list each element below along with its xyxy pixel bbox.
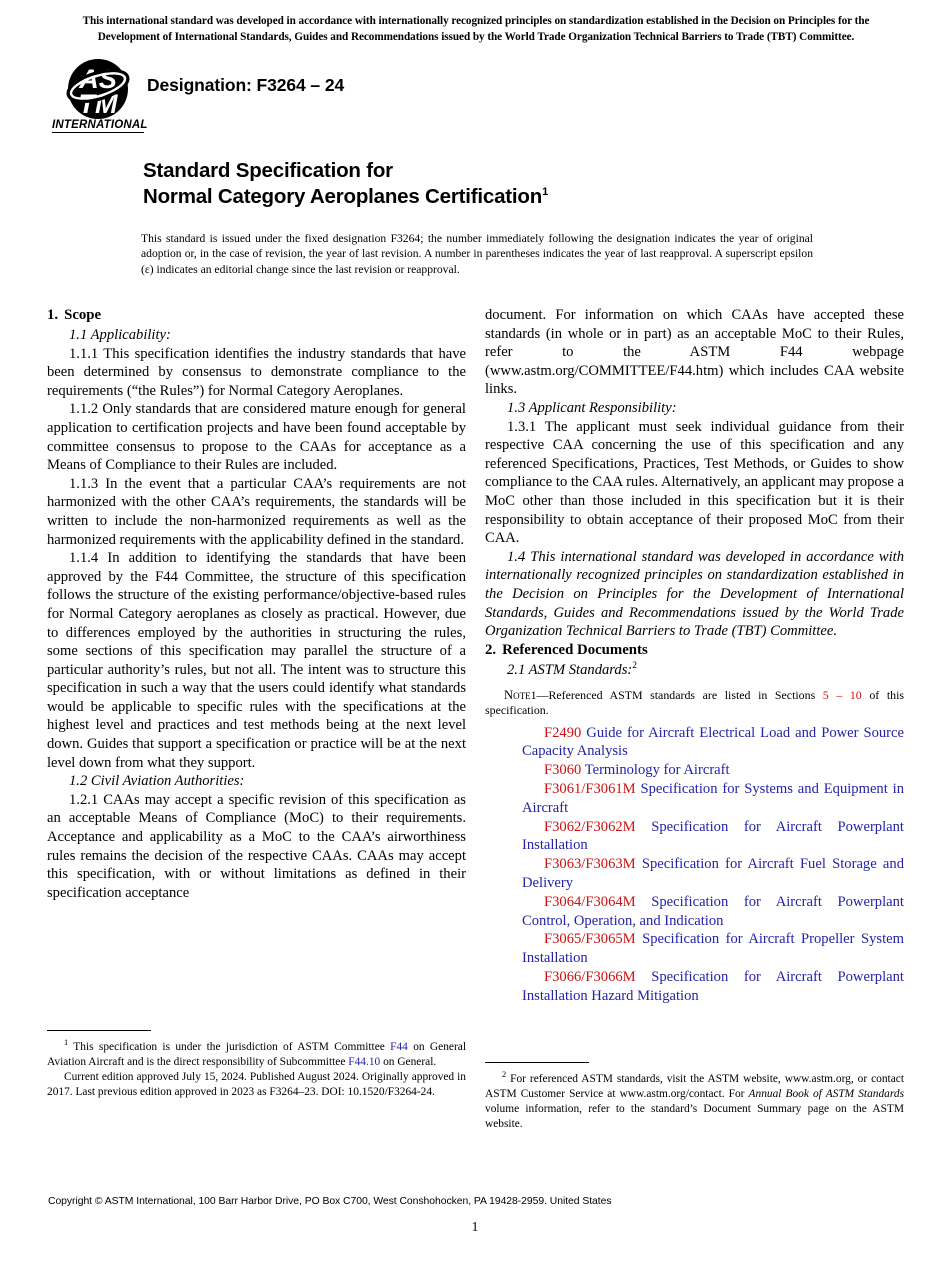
standard-designation-link[interactable]: F3064/F3064M [544, 893, 636, 910]
list-item [485, 818, 904, 856]
list-item [485, 855, 904, 893]
list-item [485, 724, 904, 762]
footnote-rule [485, 1062, 589, 1063]
paragraph-1-1-1: 1.1.1 This specification identifies the industry standards that have been determined by consensus to demonstrate compliance to the requirements (“the Rules”) for Normal Category Aeroplanes. [47, 345, 466, 399]
footnote-2-marker: 2 [502, 1070, 507, 1080]
standard-title-link[interactable]: Specification for Systems and Equipment in Aircraft [522, 781, 904, 816]
committee-f44-link[interactable]: F44 [390, 1041, 408, 1053]
paragraph-1-1-4: 1.1.4 In addition to identifying the standards that have been approved by the F44 Committee, the structure of this specification follows the structure of the existing performance/objective-based rules for Normal Category aeroplanes as closely as practical. However, due to differences employed by the authorities in structuring the rules, some sections of this specification may parallel the structure of a particular authority’s rules, but not all. The intent was to structure this specification in such a way that the users could identify what standards would be applicable to specific rules with the specifications at the highest level and practices and test methods being at the next level down. Guides that support a specification or practice will be at the next level down from what they support. [47, 550, 466, 771]
list-item [485, 780, 904, 818]
standard-title-link[interactable]: Specification for Aircraft Powerplant Control, Operation, and Indication [522, 893, 904, 929]
list-item [485, 930, 904, 968]
paragraph-1-1-2: 1.1.2 Only standards that are considered mature enough for general application to certification projects and have been found acceptable by committee consensus to propose to the CAAs for acceptance as a Means of Compliance to their Rules are included. [47, 401, 466, 474]
title-footnote-marker: 1 [542, 186, 548, 199]
paragraph-1-1: 1.1 Applicability: [69, 327, 171, 343]
referenced-standards-list [485, 724, 904, 1006]
page-title-line1: Standard Specification for [143, 159, 393, 182]
standard-designation-link[interactable]: F3061/F3061M [544, 781, 636, 798]
standard-designation-link[interactable]: F3066/F3066M [544, 969, 636, 986]
footnote-2-text: $^2$ For referenced ASTM standards, visit the ASTM website, www.astm.org, or contact ASTM Customer Service at www.astm.org/contact. For Annual Book of ASTM Standards volume information, refer to the standard’s Document Summary page on the ASTM website. [485, 1070, 905, 1131]
note-text-before: —Referenced ASTM standards are listed in Sections [536, 688, 823, 703]
subcommittee-f4410-link[interactable]: F44.10 [348, 1056, 381, 1069]
astm-logo-icon [52, 58, 144, 120]
footnote-rule [47, 1030, 151, 1031]
astm-logo-wordmark: INTERNATIONAL [52, 119, 148, 131]
footnote-2 [485, 1062, 904, 1132]
svg-text:TM: TM [78, 89, 118, 119]
footnote-1-text: $^1$ This specification is under the jurisdiction of ASTM Committee F44 on General Aviation Aircraft and is the direct responsibility of Subcommittee F44.10 on General. [47, 1038, 466, 1069]
footnote-1-edition-text: Current edition approved July 15, 2024. Published August 2024. Originally approved in 2017. Last previous edition approved in 2023 as F3264–23. DOI: 10.1520/F3264-24. [47, 1071, 466, 1099]
standard-designation-link[interactable]: F3063/F3063M [544, 856, 636, 873]
tbt-header-line1: This international standard was developed in accordance with internationally recognized principles on standardization established in the Decision on Principles for the [82, 15, 870, 27]
standard-designation-link[interactable]: F3065/F3065M [544, 931, 636, 948]
list-item [485, 893, 904, 931]
list-item [485, 968, 904, 1006]
designation-label: Designation: F3264 – 24 [147, 75, 345, 95]
note-sections-link[interactable]: 5 – 10 [822, 688, 862, 703]
issue-statement: This standard is issued under the fixed designation F3264; the number immediately following the designation indicates the year of original adoption or, in the case of revision, the year of last revision. A number in parentheses indicates the year of last reapproval. A superscript epsilon (ε) indicates an editorial change since the last revision or reapproval. [141, 232, 813, 276]
section-heading-referenced-documents [485, 641, 904, 660]
paragraph-1-2-1-part1: 1.2.1 CAAs may accept a specific revision of this specification as an acceptable Means of Compliance (MoC) to their requirements. Acceptance and applicability as a MoC to the CAA’s airworthiness rules remains the decision of the respective CAAs. CAAs may accept this specification, with or without limitations as defined in their specification acceptance [47, 791, 466, 901]
section-heading-scope [47, 306, 466, 325]
standard-title-link[interactable]: Specification for Aircraft Powerplant Installation Hazard Mitigation [522, 969, 904, 1004]
astm-logo [52, 58, 148, 136]
page-number: 1 [471, 1219, 479, 1234]
subsection-footnote-marker: 2 [632, 660, 638, 671]
section-title: Scope [64, 307, 102, 323]
page-title [143, 158, 548, 210]
paragraph-1-3-1: 1.3.1 The applicant must seek individual guidance from their respective CAA concerning the use of this specification and any referenced Specifications, Practices, Test Methods, or Guides to show compliance to the CAA rules. Alternatively, an applicant may propose a MoC other than those included in this specification but it is their responsibility to obtain acceptance of their proposed MoC from their CAA. [485, 418, 904, 547]
tbt-header-line2: Development of International Standards, Guides and Recommendations issued by the World Trade Organization Technical Barriers to Trade (TBT) Committee. [97, 30, 855, 43]
svg-text:AS: AS [79, 64, 117, 94]
right-column [485, 306, 904, 1006]
standard-title-link[interactable]: Specification for Aircraft Fuel Storage and Delivery [522, 856, 904, 892]
list-item [485, 761, 904, 780]
paragraph-1-2: 1.2 Civil Aviation Authorities: [69, 773, 245, 790]
paragraph-1-4: 1.4 This international standard was developed in accordance with internationally recognized principles on standardization established in the Decision on Principles for the Development of International Standards, Guides and Recommendations issued by the World Trade Organization Technical Barriers to Trade (TBT) Committee. [485, 548, 904, 640]
note-number: 1 [530, 688, 537, 703]
subsection-2-1: 2.1 ASTM Standards:$^2$ [507, 660, 638, 678]
standard-designation-link[interactable]: F2490 [544, 724, 582, 741]
paragraph-1-1-3: 1.1.3 In the event that a particular CAA’s requirements are not harmonized with the other CAA’s requirements, the standards will be written to include the non-harmonized requirements as well as the harmonized requirements with the applicability defined in the standard. [47, 475, 466, 548]
note-text-after: of this specification. [485, 688, 905, 718]
paragraph-1-2-1-part2: document. For information on which CAAs have accepted these standards (in whole or in part) as an acceptable MoC to their Rules, refer to the ASTM F44 webpage (www.astm.org/COMMITTEE/F44.htm) which includes CAA website links. [485, 307, 904, 398]
paragraph-1-3: 1.3 Applicant Responsibility: [507, 399, 677, 416]
standard-designation-link[interactable]: F3062/F3062M [544, 818, 636, 835]
section-number: 1. [47, 307, 59, 323]
copyright-notice: Copyright © ASTM International, 100 Barr Harbor Drive, PO Box C700, West Conshohocken, PA 19428-2959. United States [48, 1196, 612, 1207]
section-title: Referenced Documents [502, 641, 648, 658]
footnote-1 [47, 1030, 466, 1100]
standard-title-link[interactable]: Specification for Aircraft Powerplant Installation [522, 818, 904, 854]
standard-title-link[interactable]: Terminology for Aircraft [584, 762, 730, 779]
standard-title-link[interactable]: Guide for Aircraft Electrical Load and Power Source Capacity Analysis [522, 724, 904, 760]
tbt-header-note [48, 14, 904, 45]
annual-book-title: Annual Book of ASTM Standards [748, 1088, 905, 1101]
standard-title-link[interactable]: Specification for Aircraft Propeller System Installation [522, 931, 904, 967]
standard-designation-link[interactable]: F3060 [544, 762, 582, 779]
left-column [47, 306, 466, 902]
footnote-1-marker: 1 [64, 1038, 69, 1048]
section-number: 2. [485, 641, 497, 658]
note-label: Note [504, 688, 531, 703]
note-1 [485, 688, 904, 718]
page-title-line2: Normal Category Aeroplanes Certification$^1$ [143, 185, 548, 208]
